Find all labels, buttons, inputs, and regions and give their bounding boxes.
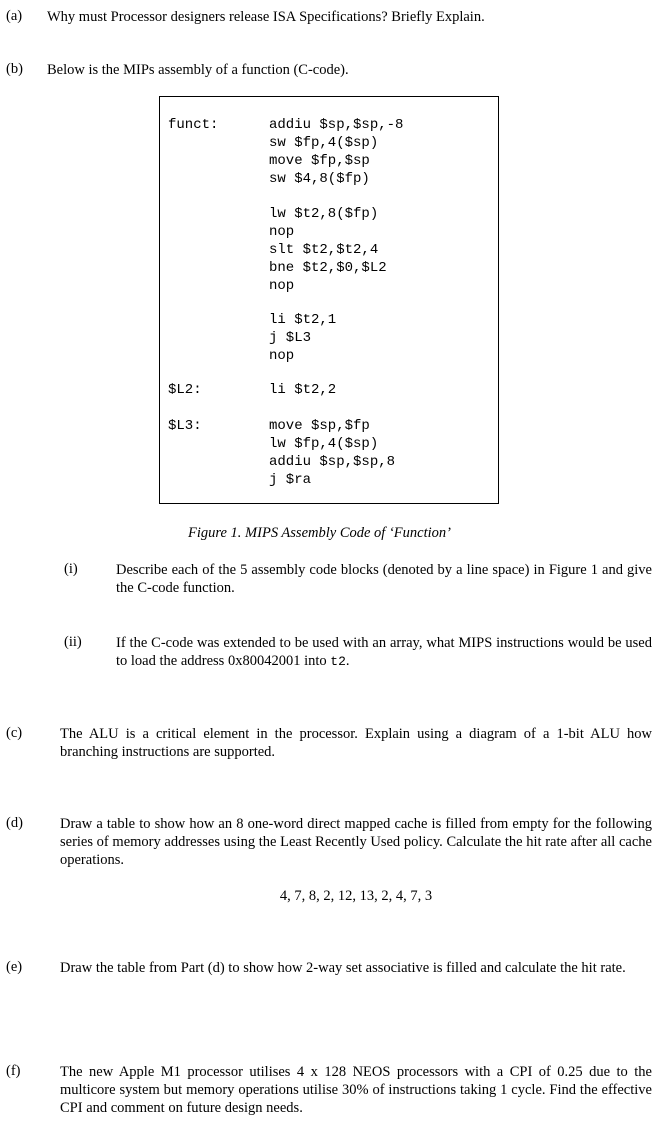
code-line: move $fp,$sp [269,153,370,169]
question-b-label: (b) [6,61,23,77]
code-line: j $L3 [269,330,312,346]
code-line: j $ra [269,472,312,488]
code-line: bne $t2,$0,$L2 [269,260,387,276]
code-line: lw $fp,4($sp) [269,436,379,452]
question-a-label: (a) [6,8,23,24]
code-line: nop [269,224,295,240]
code-line: addiu $sp,$sp,-8 [269,117,404,133]
question-b-ii-text [116,634,652,671]
question-d-label: (d) [6,815,23,831]
code-label-l3: $L3: [168,418,202,434]
code-line: li $t2,2 [269,382,337,398]
register-t2: t2 [330,654,346,669]
question-c-text: The ALU is a critical element in the processor. Explain using a diagram of a 1-bit ALU how branching instructions are supported. [60,726,652,760]
code-label-l2: $L2: [168,382,202,398]
code-line: move $sp,$fp [269,418,370,434]
code-line: li $t2,1 [269,312,337,328]
question-a-text: Why must Processor designers release ISA Specifications? Briefly Explain. [47,9,485,25]
question-c-label: (c) [6,725,23,741]
code-line: lw $t2,8($fp) [269,206,379,222]
question-b-text: Below is the MIPs assembly of a function (C-code). [47,62,349,78]
question-b-i-label: (i) [64,561,78,577]
question-f-label: (f) [6,1063,21,1079]
code-line: addiu $sp,$sp,8 [269,454,396,470]
question-e-label: (e) [6,959,23,975]
question-d-text: Draw a table to show how an 8 one-word direct mapped cache is filled from empty for the following series of memory addresses using the Least Recently Used policy. Calculate the hit rate after all cache operations. [60,816,652,868]
question-e-text: Draw the table from Part (d) to show how 2-way set associative is filled and calculate the hit rate. [60,960,626,976]
question-b-i-text: Describe each of the 5 assembly code blocks (denoted by a line space) in Figure 1 and give the C-code function. [116,562,652,596]
code-line: nop [269,278,295,294]
figure-caption: Figure 1. MIPS Assembly Code of ‘Function’ [188,525,451,541]
code-line: slt $t2,$t2,4 [269,242,379,258]
assembly-code-box [159,96,499,504]
question-f-text: The new Apple M1 processor utilises 4 x 128 NEOS processors with a CPI of 0.25 due to the multicore system but memory operations utilise 30% of instructions taking 1 cycle. Find the effective CPI and comment on future design needs. [60,1064,652,1116]
code-line: sw $fp,4($sp) [269,135,379,151]
question-b-ii-label: (ii) [64,634,82,650]
code-line: sw $4,8($fp) [269,171,370,187]
code-label-funct: funct: [168,117,219,133]
question-b-ii-text-after: . [345,653,350,669]
question-b-ii-text-before: If the C-code was extended to be used with an array, what MIPS instructions would be used to load the address 0x80042001 into [116,635,652,669]
memory-address-sequence: 4, 7, 8, 2, 12, 13, 2, 4, 7, 3 [279,888,433,904]
code-line: nop [269,348,295,364]
